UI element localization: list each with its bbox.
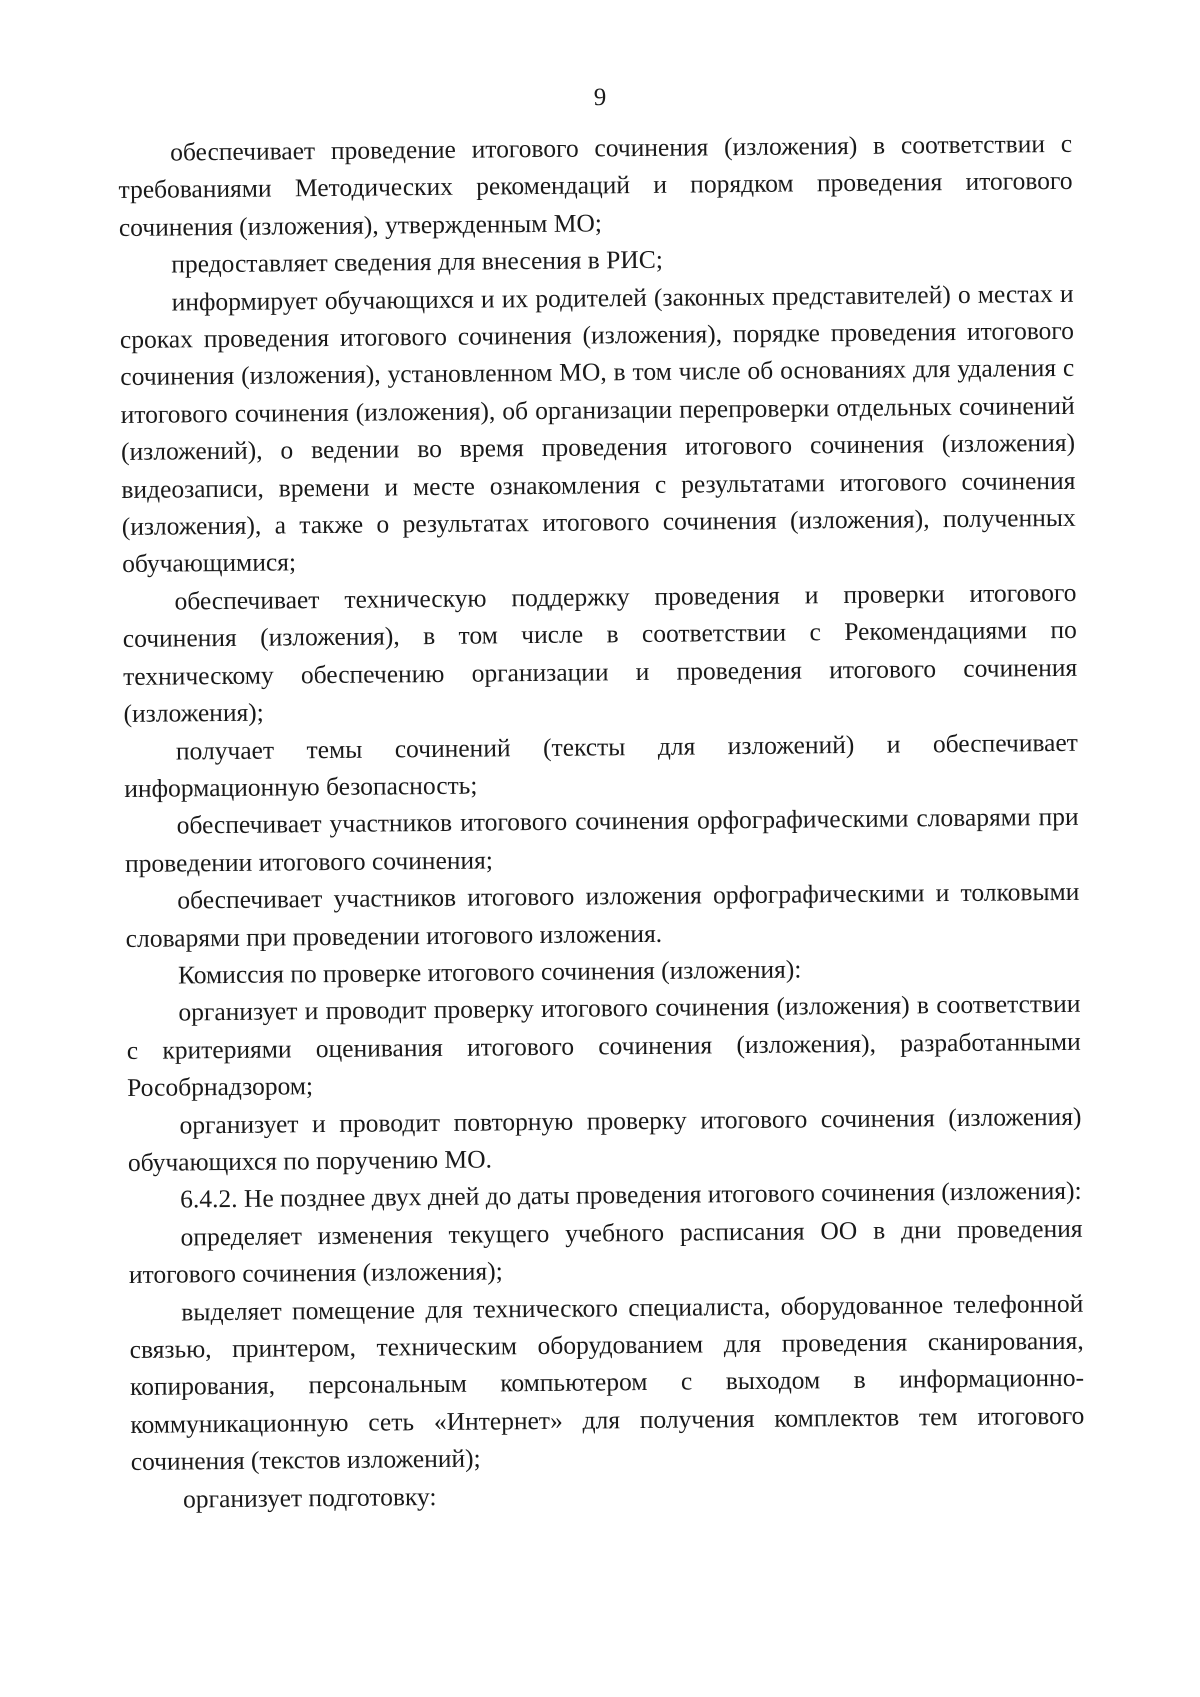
paragraph-receives-topics: получает темы сочинений (тексты для изложений) и обеспечивает информационную безопасность; <box>124 727 1079 803</box>
paragraph-explanatory-dictionaries: обеспечивает участников итогового изложения орфографическими и толковыми словарями при проведении итогового изложения. <box>125 876 1080 953</box>
paragraph-section-6-4-2: 6.4.2. Не позднее двух дней до даты проведения итогового сочинения (изложения): <box>180 1176 1082 1214</box>
paragraph-technical-support: обеспечивает техническую поддержку проведения и проверки итогового сочинения (изложения), в том числе в соответствии с Рекомендациями по техническому обеспечению организации и проведения итогового сочинения (изложения); <box>122 577 1078 729</box>
paragraph-spelling-dictionaries: обеспечивает участников итогового сочинения орфографическими словарями при проведении итогового сочинения; <box>124 802 1079 878</box>
paragraph-organizes-preparation: организует подготовку: <box>182 1481 437 1514</box>
paragraph-commission-rechecks: организует и проводит повторную проверку итогового сочинения (изложения) обучающихся по поручению МО. <box>127 1101 1082 1177</box>
paragraph-commission-checks: организует и проводит проверку итогового сочинения (изложения) в соответствии с критериями оценивания итогового сочинения (изложения), разработанными Рособрнадзором; <box>126 989 1081 1103</box>
paragraph-allocates-room: выделяет помещение для технического специалиста, оборудованное телефонной связью, принтером, техническим оборудованием для проведения сканирования, копирования, персональным компьютером с выходом в информационно-коммуникационную сеть «Интернет» для получения комплектов тем итогового сочинения (текстов изложений); <box>129 1288 1085 1477</box>
paragraph-provides-ris-info: предоставляет сведения для внесения в РИС; <box>171 244 663 279</box>
page-number: 9 <box>593 84 607 111</box>
document-body <box>118 125 1085 1518</box>
paragraph-commission-heading: Комиссия по проверке итогового сочинения (изложения): <box>177 954 802 990</box>
paragraph-ensures-conduct: обеспечивает проведение итогового сочинения (изложения) в соответствии с требованиями Методических рекомендаций и порядком проведения итогового сочинения (изложения), утвержденным МО; <box>118 128 1073 242</box>
paragraph-informs-students: информирует обучающихся и их родителей (законных представителей) о местах и сроках проведения итогового сочинения (изложения), порядке проведения итогового сочинения (изложения), установленном МО, в том числе об основаниях для удаления с итогового сочинения (изложения), об организации перепроверки отдельных сочинений (изложений), о ведении во время проведения итогового сочинения (изложения) видеозаписи, времени и месте ознакомления с результатами итогового сочинения (изложения), а также о результатах итогового сочинения (изложения), полученных обучающимися; <box>119 278 1076 579</box>
paragraph-schedule-changes: определяет изменения текущего учебного расписания ОО в дни проведения итогового сочинения (изложения); <box>128 1213 1083 1290</box>
